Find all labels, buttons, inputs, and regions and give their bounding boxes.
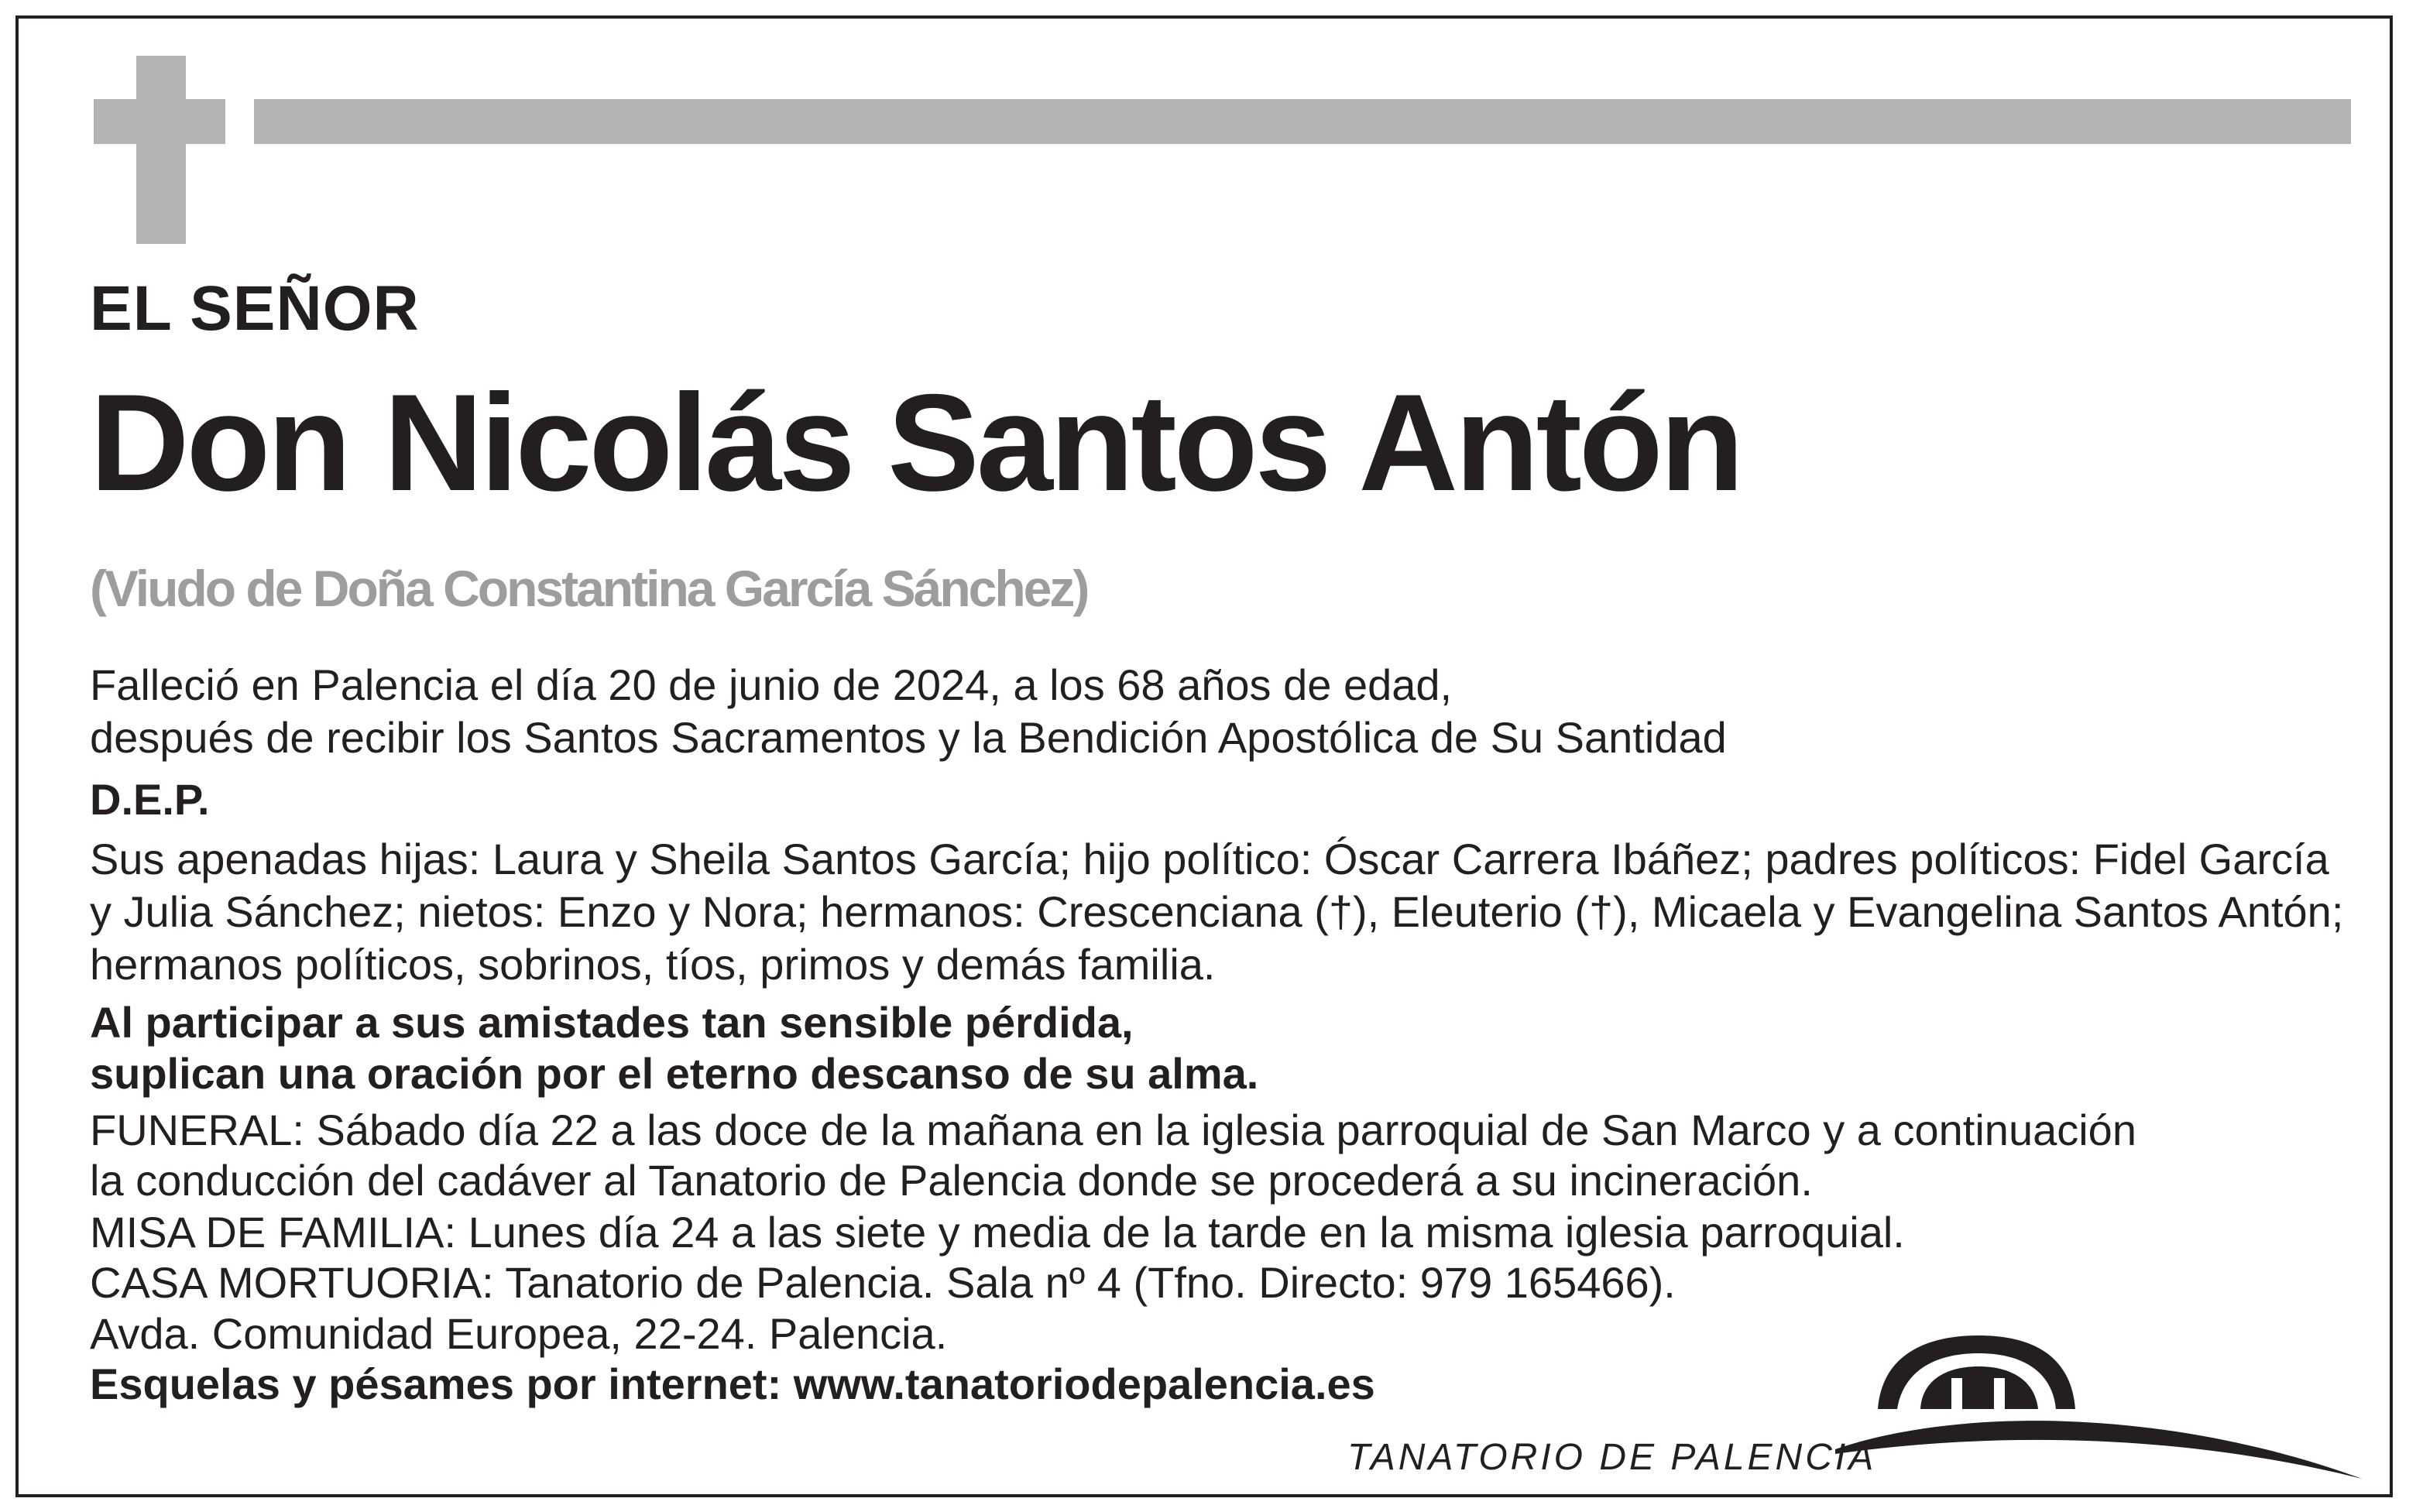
dome-logo-icon: [1835, 1324, 2377, 1494]
death-info-line-1: Falleció en Palencia el día 20 de junio de 2024, a los 68 años de edad,: [90, 660, 1453, 709]
rip-text: D.E.P.: [90, 775, 210, 824]
request-line-2: suplican una oración por el eterno descanso de su alma.: [90, 1049, 1259, 1098]
logo-text: TANATORIO DE PALENCIA: [1347, 1437, 1877, 1478]
mortuary-house: CASA MORTUORIA: Tanatorio de Palencia. Sala nº 4 (Tfno. Directo: 979 165466).: [90, 1258, 1676, 1307]
funeral-line-2: la conducción del cadáver al Tanatorio de Palencia donde se procederá a su incineración.: [90, 1156, 1813, 1205]
funeral-line-1: FUNERAL: Sábado día 22 a las doce de la mañana en la iglesia parroquial de San Marco y a continuación: [90, 1106, 2136, 1154]
family-line-1: Sus apenadas hijas: Laura y Sheila Santos García; hijo político: Óscar Carrera Ibáñez; padres políticos: Fidel García: [90, 835, 2329, 883]
request-line-1: Al participar a sus amistades tan sensible pérdida,: [90, 998, 1134, 1047]
family-line-3: hermanos políticos, sobrinos, tíos, primos y demás familia.: [90, 940, 1216, 989]
header-rule: [254, 99, 2351, 144]
tanatorio-logo: [1347, 1324, 2377, 1494]
title-prefix: EL SEÑOR: [90, 273, 420, 344]
family-mass: MISA DE FAMILIA: Lunes día 24 a las siete y media de la tarde en la misma iglesia parroquial.: [90, 1208, 1905, 1257]
cross-icon-vertical: [136, 56, 186, 244]
internet-condolences: Esquelas y pésames por internet: www.tanatoriodepalencia.es: [90, 1359, 1375, 1408]
widow-note: (Viudo de Doña Constantina García Sánchez): [90, 560, 1088, 617]
deceased-name: Don Nicolás Santos Antón: [90, 365, 1742, 519]
address: Avda. Comunidad Europea, 22-24. Palencia.: [90, 1309, 948, 1358]
family-line-2: y Julia Sánchez; nietos: Enzo y Nora; hermanos: Crescenciana (†), Eleuterio (†), Micaela y Evangelina Santos Antón;: [90, 887, 2344, 936]
cross-icon-horizontal: [94, 99, 225, 144]
death-info-line-2: después de recibir los Santos Sacramentos y la Bendición Apostólica de Su Santidad: [90, 713, 1727, 762]
